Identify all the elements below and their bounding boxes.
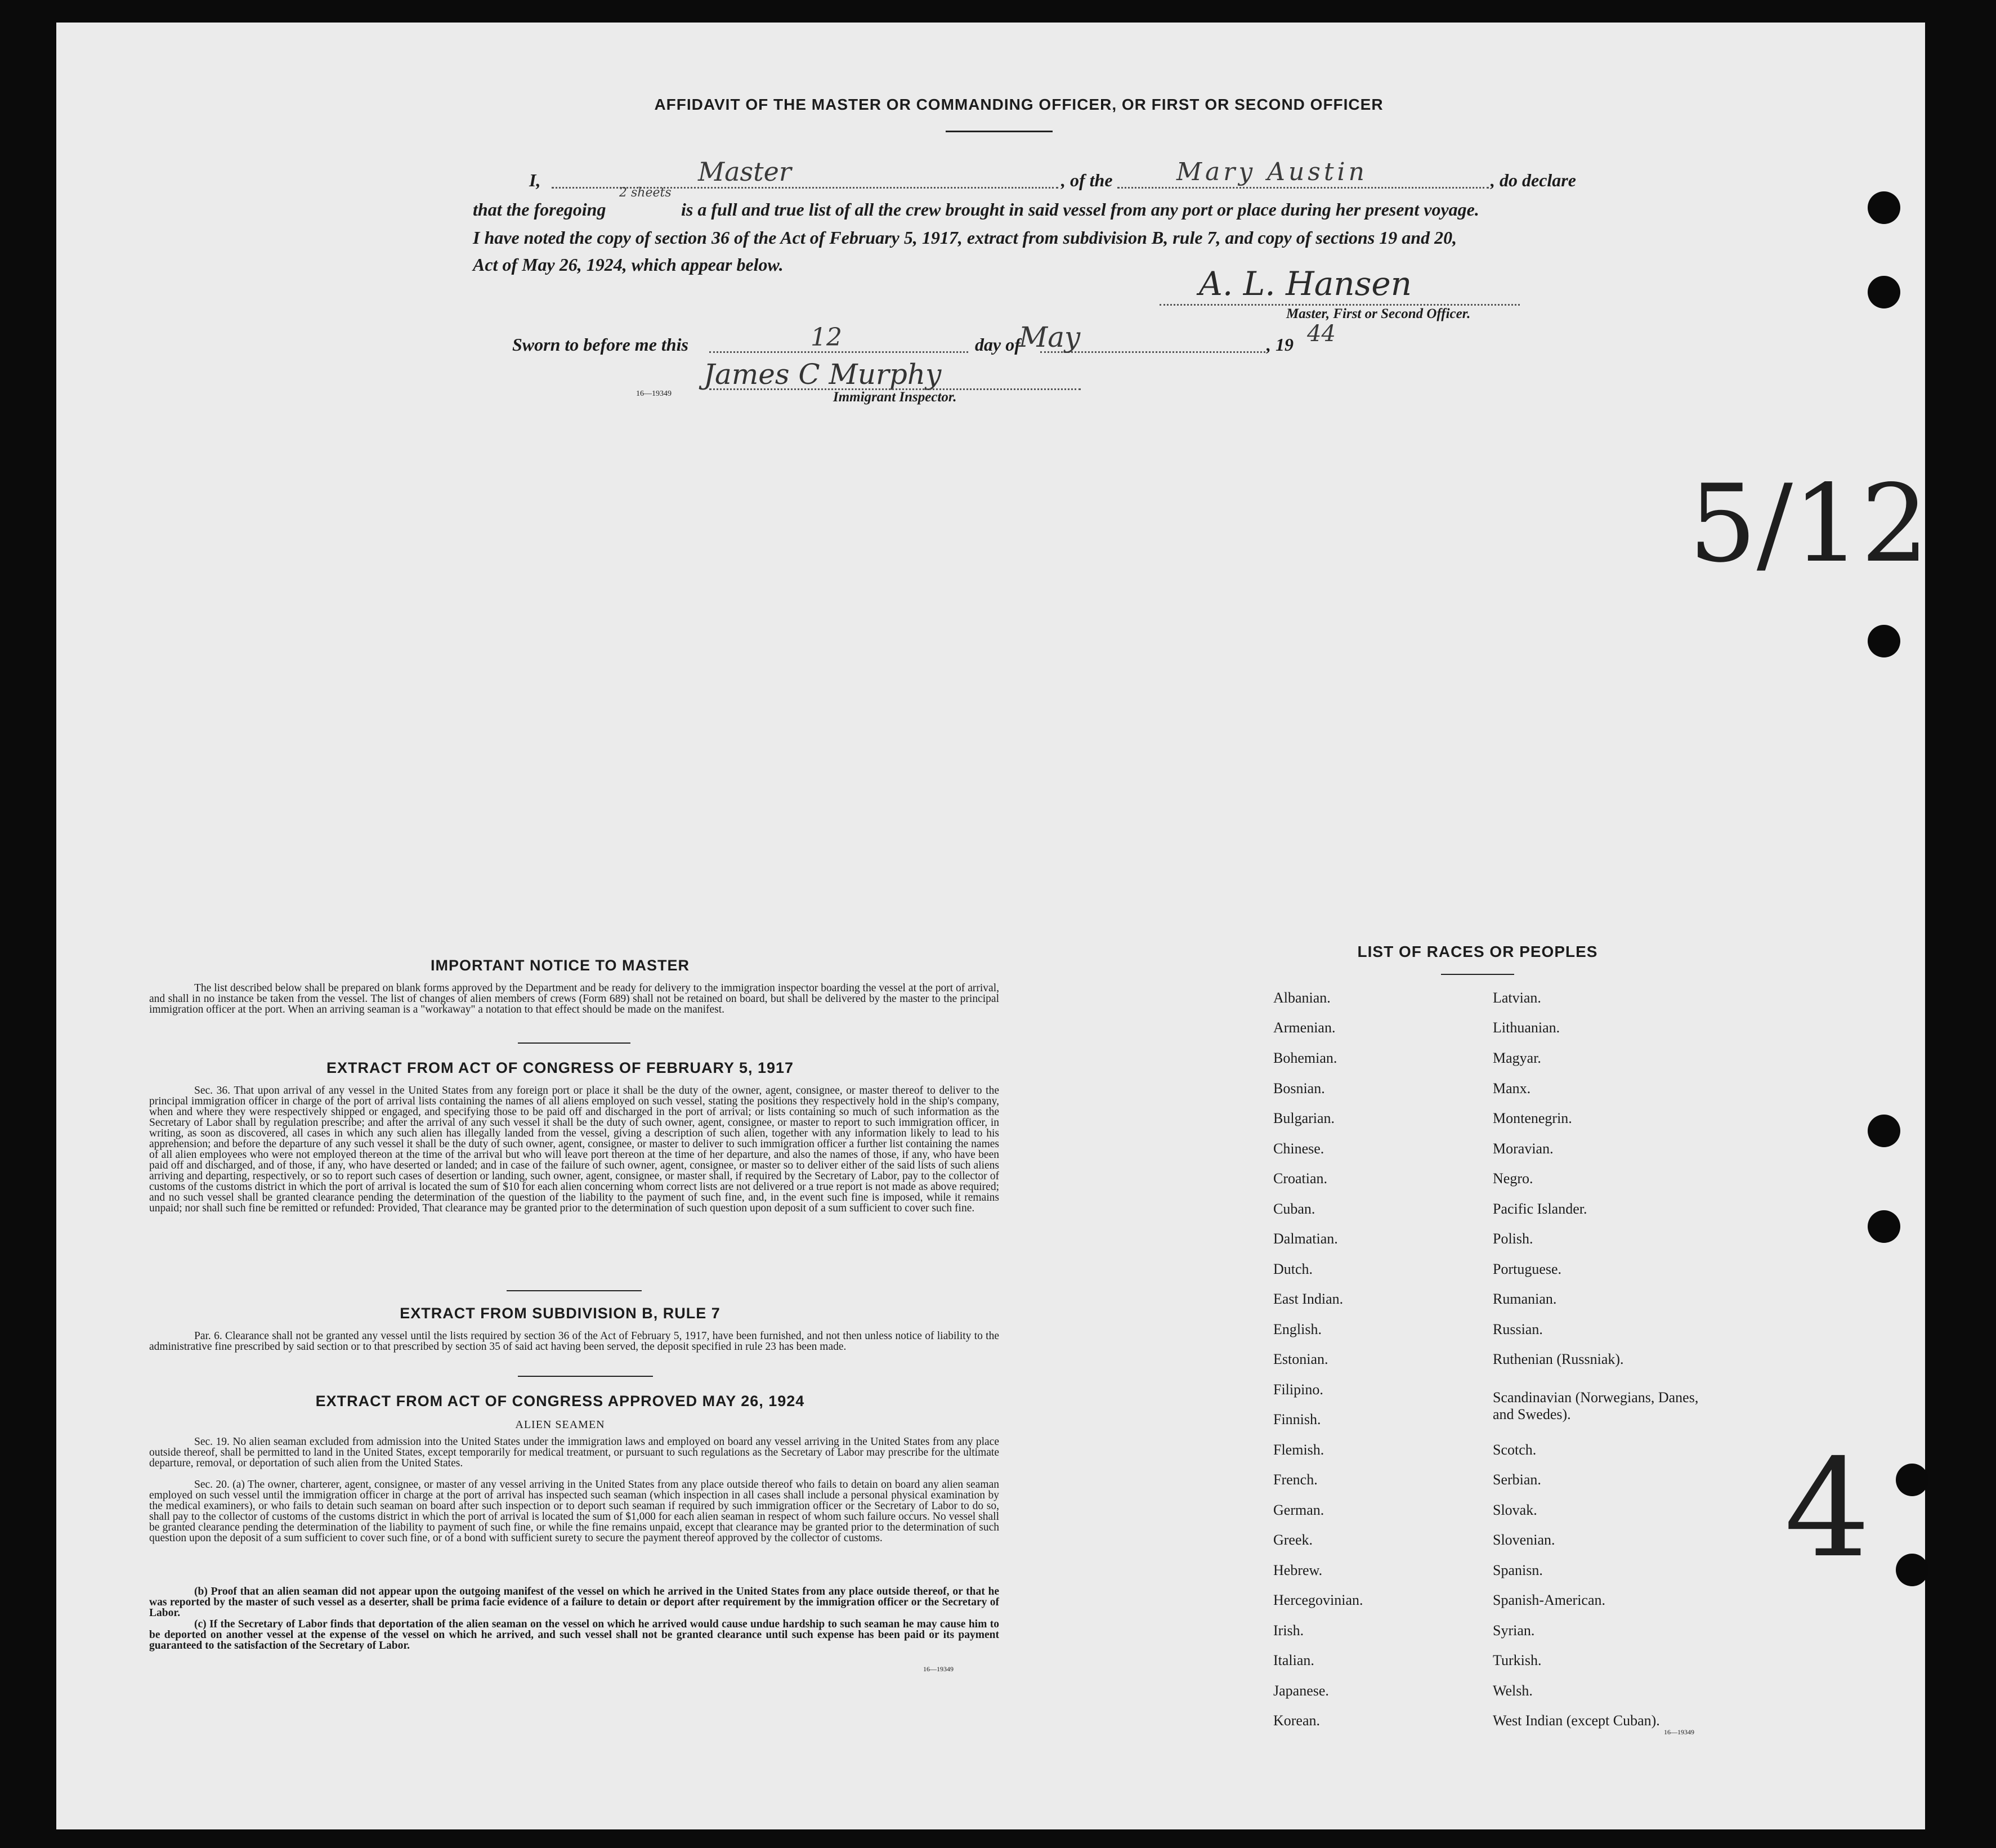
affidavit-title: AFFIDAVIT OF THE MASTER OR COMMANDING OFFICER, OR FIRST OR SECOND OFFICER xyxy=(654,96,1384,113)
rule7-title: EXTRACT FROM SUBDIVISION B, RULE 7 xyxy=(400,1305,720,1322)
race-item: English. xyxy=(1273,1321,1322,1337)
declare-label: , do declare xyxy=(1491,170,1576,190)
race-item: German. xyxy=(1273,1502,1324,1518)
master-signature: A. L. Hansen xyxy=(1199,265,1412,303)
extract-form-number: 16—19349 xyxy=(923,1665,954,1673)
document-page xyxy=(56,23,1929,1829)
race-item: Spanish-American. xyxy=(1493,1592,1606,1608)
race-item: Pacific Islander. xyxy=(1493,1201,1587,1217)
sec20b-text: (b) Proof that an alien seaman did not appear upon the outgoing manifest of the vessel on which he arrived in the United States from any place outside thereof, or that he was reported by the master of such vessel as a deserter, shall be prima facie evidence of a failure to detain or deport after requirement by the immigration officer or the Secretary of Labor. xyxy=(149,1586,999,1619)
race-item: Lithuanian. xyxy=(1493,1019,1560,1036)
race-item: Syrian. xyxy=(1493,1622,1535,1639)
extract-1924-title: EXTRACT FROM ACT OF CONGRESS APPROVED MAY 26, 1924 xyxy=(315,1393,805,1410)
race-item: Albanian. xyxy=(1273,990,1331,1006)
race-item: Dutch. xyxy=(1273,1261,1313,1277)
race-item: Hercegovinian. xyxy=(1273,1592,1363,1608)
race-item: Russian. xyxy=(1493,1321,1543,1337)
rank-handwriting: Master xyxy=(698,156,791,187)
race-item: Slovak. xyxy=(1493,1502,1537,1518)
races-form-number: 16—19349 xyxy=(1664,1728,1694,1736)
signature-caption: Master, First or Second Officer. xyxy=(1286,306,1471,321)
extract-1917-divider xyxy=(507,1290,642,1291)
affidavit-form-number: 16—19349 xyxy=(636,390,672,398)
foregoing-text: that the foregoing xyxy=(473,199,606,220)
rule7-divider xyxy=(518,1376,653,1377)
act-reference-text: Act of May 26, 1924, which appear below. xyxy=(473,254,784,275)
full-true-list-text: is a full and true list of all the crew brought in said vessel from any port or place during her present voyage. xyxy=(681,199,1479,220)
signature-line xyxy=(1160,304,1520,306)
race-item: Greek. xyxy=(1273,1532,1313,1548)
race-item: Korean. xyxy=(1273,1712,1321,1729)
alien-seamen-subtitle: ALIEN SEAMEN xyxy=(515,1419,605,1431)
i-label: I, xyxy=(529,170,541,190)
race-item: Bosnian. xyxy=(1273,1080,1325,1097)
month-handwriting: May xyxy=(1019,321,1081,354)
punch-hole xyxy=(1868,1210,1900,1243)
inspector-caption: Immigrant Inspector. xyxy=(833,390,957,405)
race-item: Portuguese. xyxy=(1493,1261,1562,1277)
race-item: Magyar. xyxy=(1493,1050,1541,1066)
race-item: Welsh. xyxy=(1493,1683,1533,1699)
of-the-label: , of the xyxy=(1061,170,1113,190)
race-item: Armenian. xyxy=(1273,1019,1336,1036)
race-item: French. xyxy=(1273,1471,1318,1488)
race-item: Slovenian. xyxy=(1493,1532,1555,1548)
extract-1917-text: Sec. 36. That upon arrival of any vessel in the United States from any foreign port or place it shall be the duty of the owner, agent, consignee, or master thereof to deliver to the principal immigration officer in charge of the port of arrival lists containing the names of all aliens employed on such vessel, stating the positions they respectively hold in the ship's company, when and where they were respectively shipped or engaged, and specifying those to be paid off and discharged in the port of arrival; or lists containing so much of such information as the Secretary of Labor shall by regulation prescribe; and after the arrival of any such vessel it shall be the duty of such owner, agent, consignee, or master to report to such immigration officer, in writing, as soon as discovered, all cases in which any such alien has illegally landed from the vessel, giving a description of such alien, together with any information likely to lead to his apprehension; and before the departure of any such vessel it shall be the duty of such owner, agent, consignee, or master to deliver to such immigration officer a further list containing the names of all alien employees who were not employed thereon at the time of the arrival but who will leave port thereon at the time of her departure, and also the names of those, if any, who have been paid off and discharged, and of those, if any, who have deserted or landed; and in case of the failure of such owner, agent, consignee, or master so to deliver either of the said lists of such aliens arriving and departing, respectively, or so to report such cases of desertion or landing, such owner, agent, consignee, or master shall, if required by the Secretary of Labor, pay to the collector of customs of the customs district in which the port of arrival is located the sum of $10 for each alien concerning whom correct lists are not delivered or a true report is not made as above required; and no such vessel shall be granted clearance pending the determination of the question of the liability to the payment of such fine, and, in the event such fine is imposed, while it remains unpaid; nor shall such fine be remitted or refunded: Provided, That clearance may be granted prior to the determination of such question upon deposit of a sum sufficient to cover such fine. xyxy=(149,1085,999,1214)
punch-hole xyxy=(1896,1554,1928,1586)
race-item: East Indian. xyxy=(1273,1291,1344,1307)
page-number-annotation: 4 xyxy=(1784,1430,1870,1587)
inspector-signature: James C Murphy xyxy=(704,358,942,391)
races-divider xyxy=(1441,974,1514,975)
race-item: Polish. xyxy=(1493,1230,1533,1247)
race-item: Scotch. xyxy=(1493,1442,1537,1458)
race-item: Bohemian. xyxy=(1273,1050,1337,1066)
race-item: Cuban. xyxy=(1273,1201,1315,1217)
race-item: Italian. xyxy=(1273,1652,1314,1668)
race-item: Serbian. xyxy=(1493,1471,1541,1488)
race-item: Negro. xyxy=(1493,1170,1533,1187)
race-item: Estonian. xyxy=(1273,1351,1328,1367)
sworn-label: Sworn to before me this xyxy=(512,334,688,355)
race-item: Manx. xyxy=(1493,1080,1531,1097)
sec19-text: Sec. 19. No alien seaman excluded from admission into the United States under the immigration laws and employed on board any vessel arriving in the United States from any place outside thereof, shall be permitted to land in the United States, except temporarily for medical treatment, or pursuant to such regulations as the Secretary of Labor may prescribe for the ultimate departure, removal, or deportation of such alien from the United States. xyxy=(149,1436,999,1469)
race-item: Turkish. xyxy=(1493,1652,1542,1668)
title-divider xyxy=(946,131,1053,132)
race-item: Moravian. xyxy=(1493,1140,1554,1157)
race-item: Montenegrin. xyxy=(1493,1110,1572,1126)
vessel-handwriting: Mary Austin xyxy=(1176,158,1368,186)
vessel-field-line xyxy=(1117,187,1489,189)
notice-text: The list described below shall be prepared on blank forms approved by the Department and be ready for delivery to the immigration inspector boarding the vessel at the port of arrival, and shall in no instance be taken from the vessel. The list of changes of alien members of crews (Form 689) shall not be retained on board, but shall be delivered by the master to the principal immigration officer at the port. When an arriving seaman is a "workaway" a notation to that effect should be made on the manifest. xyxy=(149,982,999,1015)
race-item: Flemish. xyxy=(1273,1442,1324,1458)
punch-hole xyxy=(1868,276,1900,308)
punch-hole xyxy=(1868,625,1900,657)
race-item: Chinese. xyxy=(1273,1140,1324,1157)
punch-hole xyxy=(1868,1115,1900,1147)
race-item: Hebrew. xyxy=(1273,1562,1323,1578)
race-item: Latvian. xyxy=(1493,990,1541,1006)
year-prefix: , 19 xyxy=(1266,334,1294,355)
extract-1917-title: EXTRACT FROM ACT OF CONGRESS OF FEBRUARY 5, 1917 xyxy=(326,1059,794,1076)
race-item: Ruthenian (Russniak). xyxy=(1493,1351,1624,1367)
race-item: Dalmatian. xyxy=(1273,1230,1338,1247)
punch-hole xyxy=(1896,1464,1928,1496)
race-item: Japanese. xyxy=(1273,1683,1329,1699)
notice-divider xyxy=(518,1042,630,1044)
race-item: Bulgarian. xyxy=(1273,1110,1335,1126)
race-item: Rumanian. xyxy=(1493,1291,1557,1307)
year-handwriting: 44 xyxy=(1307,321,1336,347)
notice-title: IMPORTANT NOTICE TO MASTER xyxy=(431,957,690,974)
race-item: Finnish. xyxy=(1273,1411,1321,1428)
races-title: LIST OF RACES OR PEOPLES xyxy=(1357,943,1598,960)
race-item: Irish. xyxy=(1273,1622,1304,1639)
rule7-text: Par. 6. Clearance shall not be granted any vessel until the lists required by section 36 of the Act of February 5, 1917, have been furnished, and not then unless notice of liability to the administrative fine prescribed by said section or to that prescribed by section 35 of said act having been served, the deposit specified in rule 23 has been made. xyxy=(149,1330,999,1353)
race-item: West Indian (except Cuban). xyxy=(1493,1712,1660,1729)
sheets-insert-handwriting: 2 sheets xyxy=(619,186,672,200)
race-item: Spanisn. xyxy=(1493,1562,1543,1578)
race-item: Scandinavian (Norwegians, Danes, and Swedes). xyxy=(1493,1389,1699,1422)
noted-copy-text: I have noted the copy of section 36 of the Act of February 5, 1917, extract from subdivision B, rule 7, and copy of sections 19 and 20, xyxy=(473,227,1457,248)
sec20c-text: (c) If the Secretary of Labor finds that deportation of the alien seaman on the vessel on which he arrived would cause undue hardship to such seaman he may cause him to be deported on another vessel at the expense of the vessel on which he arrived, and such vessel shall not be granted clearance until such expense has been paid or its payment guaranteed to the satisfaction of the Secretary of Labor. xyxy=(149,1618,999,1652)
day-of-label: day of xyxy=(975,334,1021,355)
sec20a-text: Sec. 20. (a) The owner, charterer, agent, consignee, or master of any vessel arriving in the United States from any place outside thereof who fails to detain on board any alien seaman employed on such vessel until the immigration officer in charge at the port of arrival has inspected such seaman (which inspection in all cases shall include a personal physical examination by the medical examiners), or who fails to detain such seaman on board after such inspection or to deport such seaman if required by such immigration officer or the Secretary of Labor to do so, shall pay to the collector of customs of the customs district in which the port of arrival is located the sum of $1,000 for each alien seaman in respect of whom such failure occurs. No vessel shall be granted clearance pending the determination of the liability to payment of such fine, or while the fine remains unpaid, except that clearance may be granted prior to the determination of such question upon the deposit of a sum sufficient to cover such fine, or of a bond with sufficient surety to secure the payment thereof approved by the collector of customs. xyxy=(149,1479,999,1544)
date-annotation: 5/12 xyxy=(1689,462,1929,586)
day-handwriting: 12 xyxy=(811,323,842,352)
race-item: Filipino. xyxy=(1273,1381,1323,1398)
race-item: Croatian. xyxy=(1273,1170,1328,1187)
punch-hole xyxy=(1868,191,1900,224)
